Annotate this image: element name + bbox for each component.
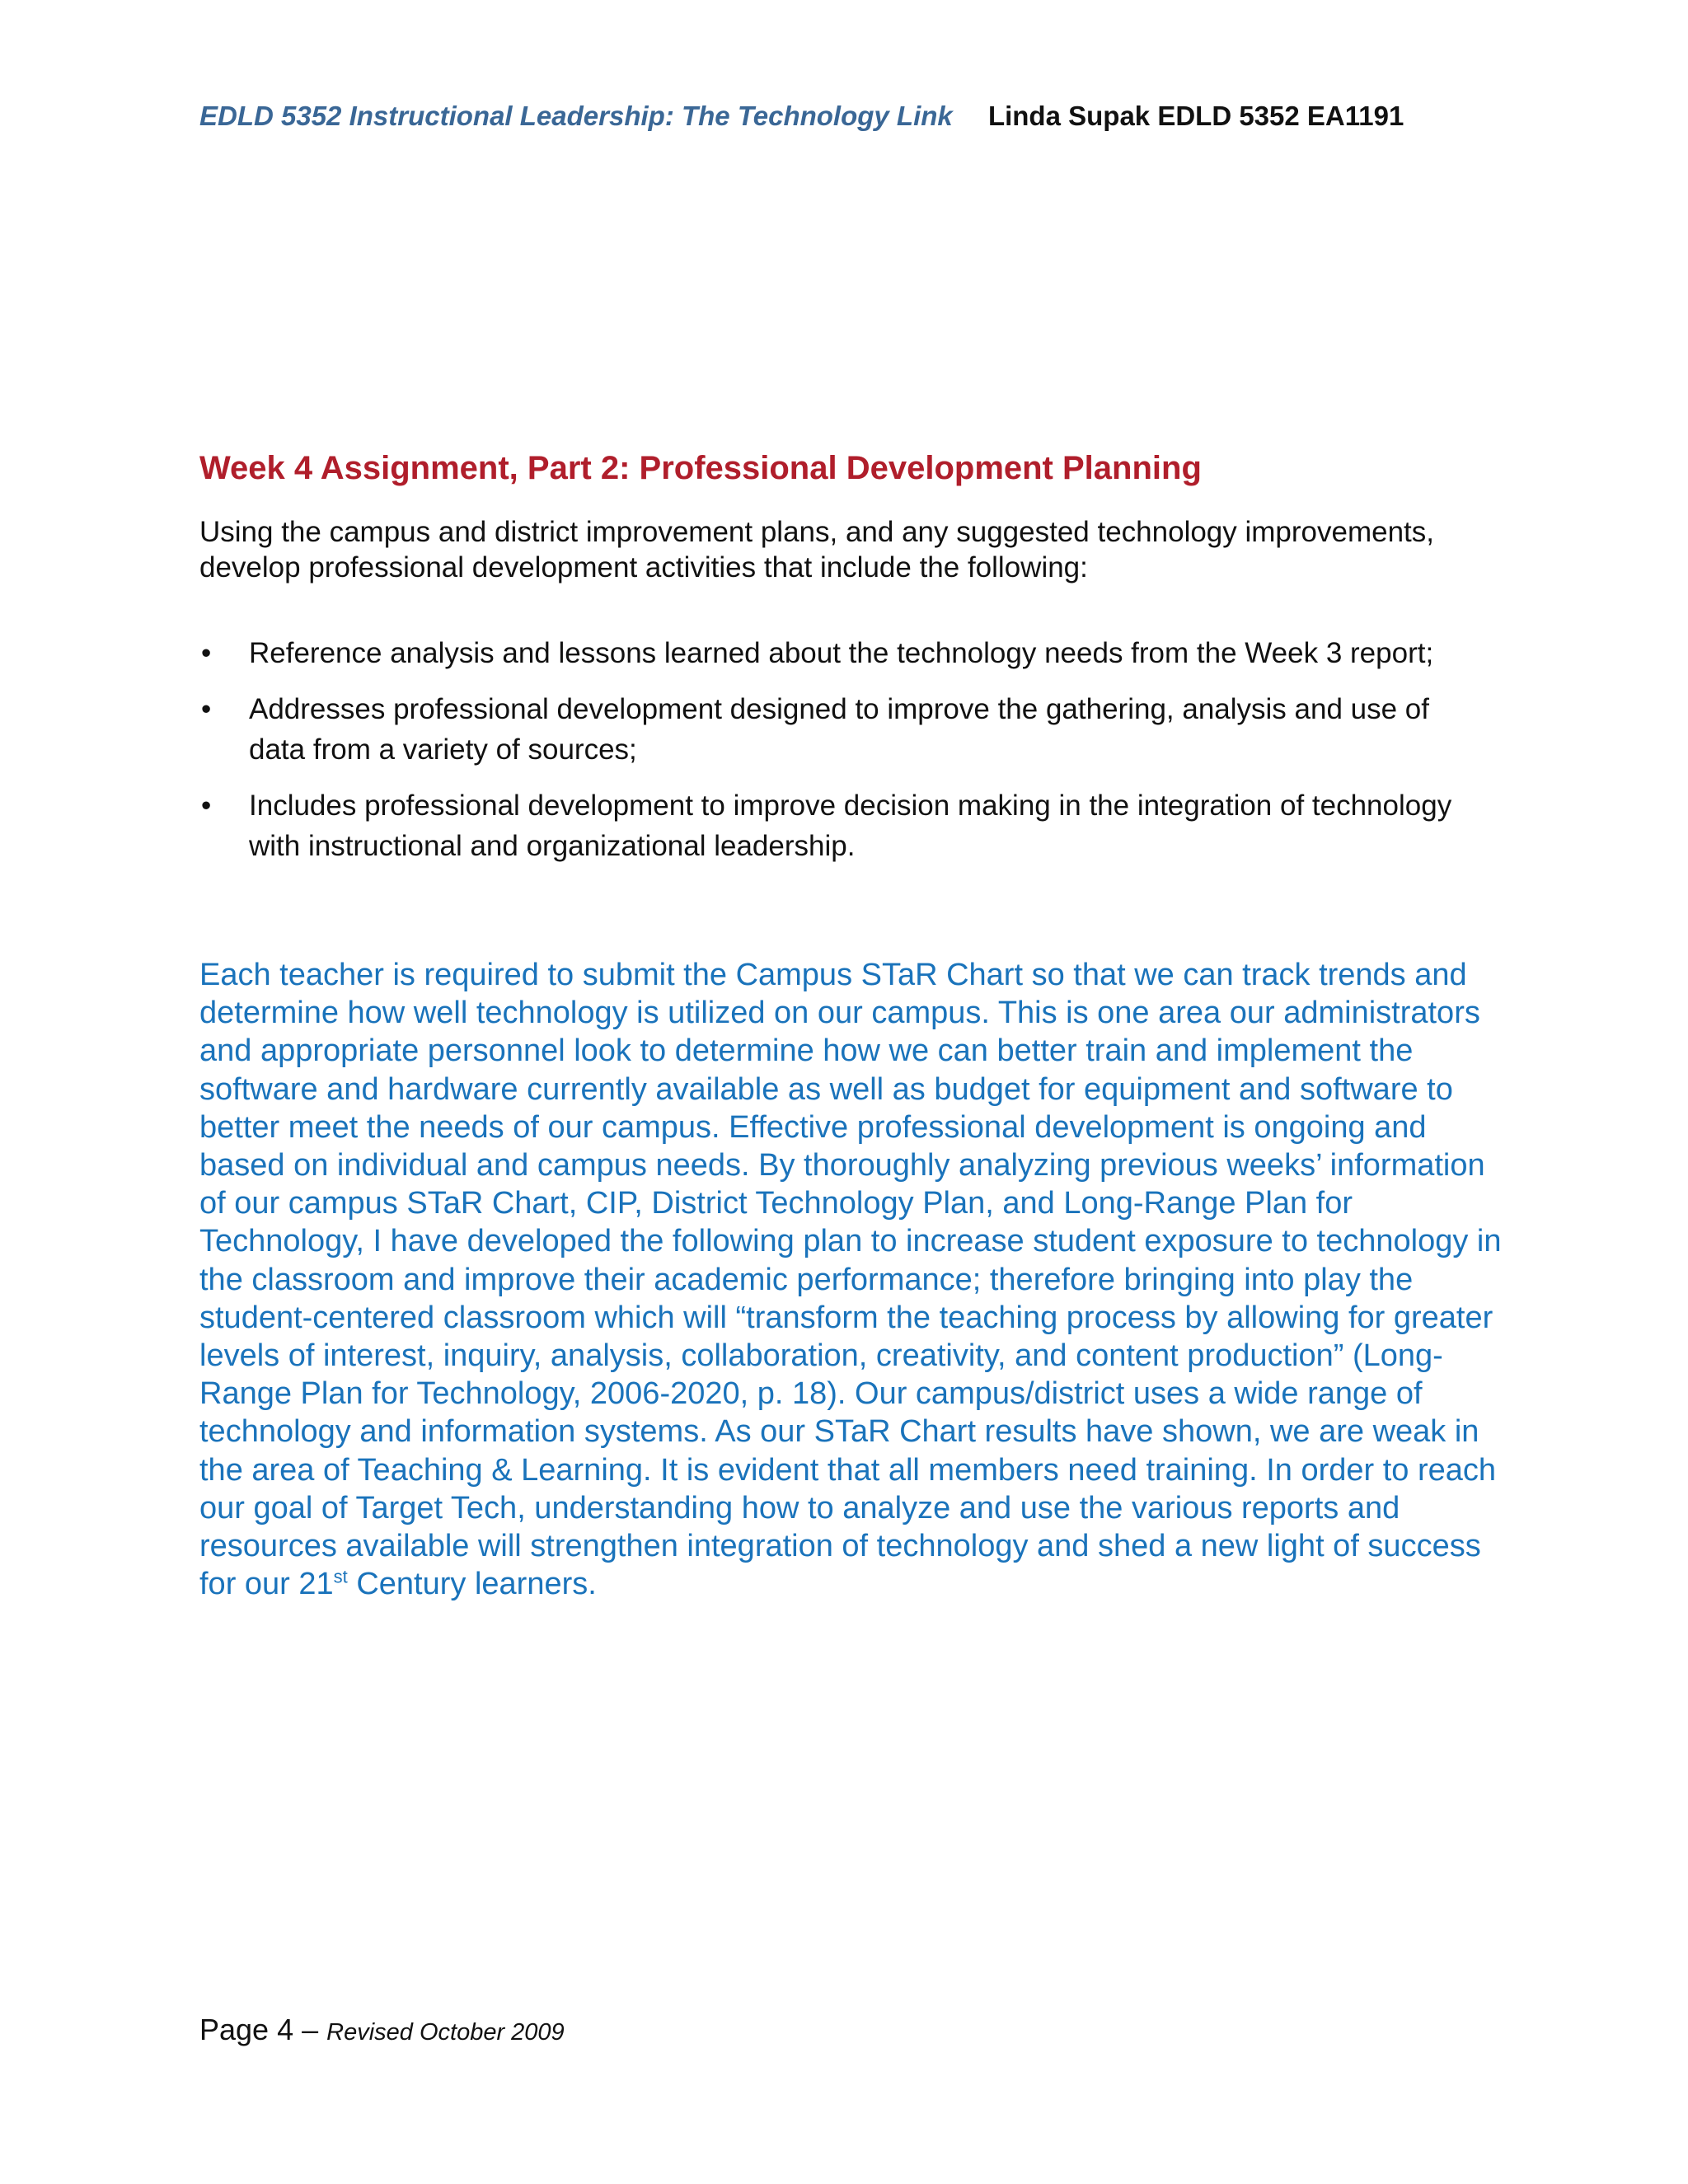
page-footer <box>199 2011 565 2051</box>
assignment-intro: Using the campus and district improvement plans, and any suggested technology improvements, develop professional development activities that include the following: <box>199 516 1435 583</box>
response-body: Each teacher is required to submit the Campus STaR Chart so that we can track trends and determine how well technology is utilized on our campus. This is one area our administrators and appropriate personnel look to determine how we can better train and implement the software and hardware currently available as well as budget for equipment and software to better meet the needs of our campus. Effective professional development is ongoing and based on individual and campus needs. By thoroughly analyzing previous weeks’ information of our campus STaR Chart, CIP, District Technology Plan, and Long-Range Plan for Technology, I have developed the following plan to increase student exposure to technology in the classroom and improve their academic performance; therefore bringing into play the student-centered classroom which will “transform the teaching process by allowing for greater levels of interest, inquiry, analysis, collaboration, creativity, and content production” (Long-Range Plan for Technology, 2006-2020, p. 18). Our campus/district uses a wide range of technology and information systems. As our STaR Chart results have shown, we are weak in the area of Teaching & Learning. It is evident that all members need training. In order to reach our goal of Target Tech, understanding how to analyze and use the various reports and resources available will strengthen integration of technology and shed a new light of success for our 21 <box>199 958 1502 1602</box>
page-header <box>199 97 1518 135</box>
requirement-text: Includes professional development to improve decision making in the integration of technology with instructional and organizational leadership. <box>249 790 1452 862</box>
header-course-title: EDLD 5352 Instructional Leadership: The Technology Link <box>199 101 953 131</box>
response-paragraph <box>199 956 1502 1603</box>
assignment-title: Week 4 Assignment, Part 2: Professional Development Planning <box>199 450 1202 486</box>
requirements-list <box>199 633 1485 882</box>
bullet-icon: • <box>201 637 212 669</box>
response-ending: Century learners. <box>347 1567 597 1602</box>
requirement-item <box>199 633 1485 673</box>
header-author-info: Linda Supak EDLD 5352 EA1191 <box>987 101 1404 131</box>
footer-page-number: Page 4 – <box>199 2013 327 2046</box>
requirement-item <box>199 785 1485 866</box>
requirement-item <box>199 689 1485 770</box>
requirement-text: Addresses professional development designed to improve the gathering, analysis and use of data from a variety of sources; <box>249 693 1429 766</box>
footer-revised-date: Revised October 2009 <box>326 2019 565 2046</box>
response-superscript: st <box>333 1566 348 1587</box>
requirement-text: Reference analysis and lessons learned about the technology needs from the Week 3 report; <box>249 637 1434 669</box>
bullet-icon: • <box>201 693 212 725</box>
bullet-icon: • <box>201 790 212 822</box>
